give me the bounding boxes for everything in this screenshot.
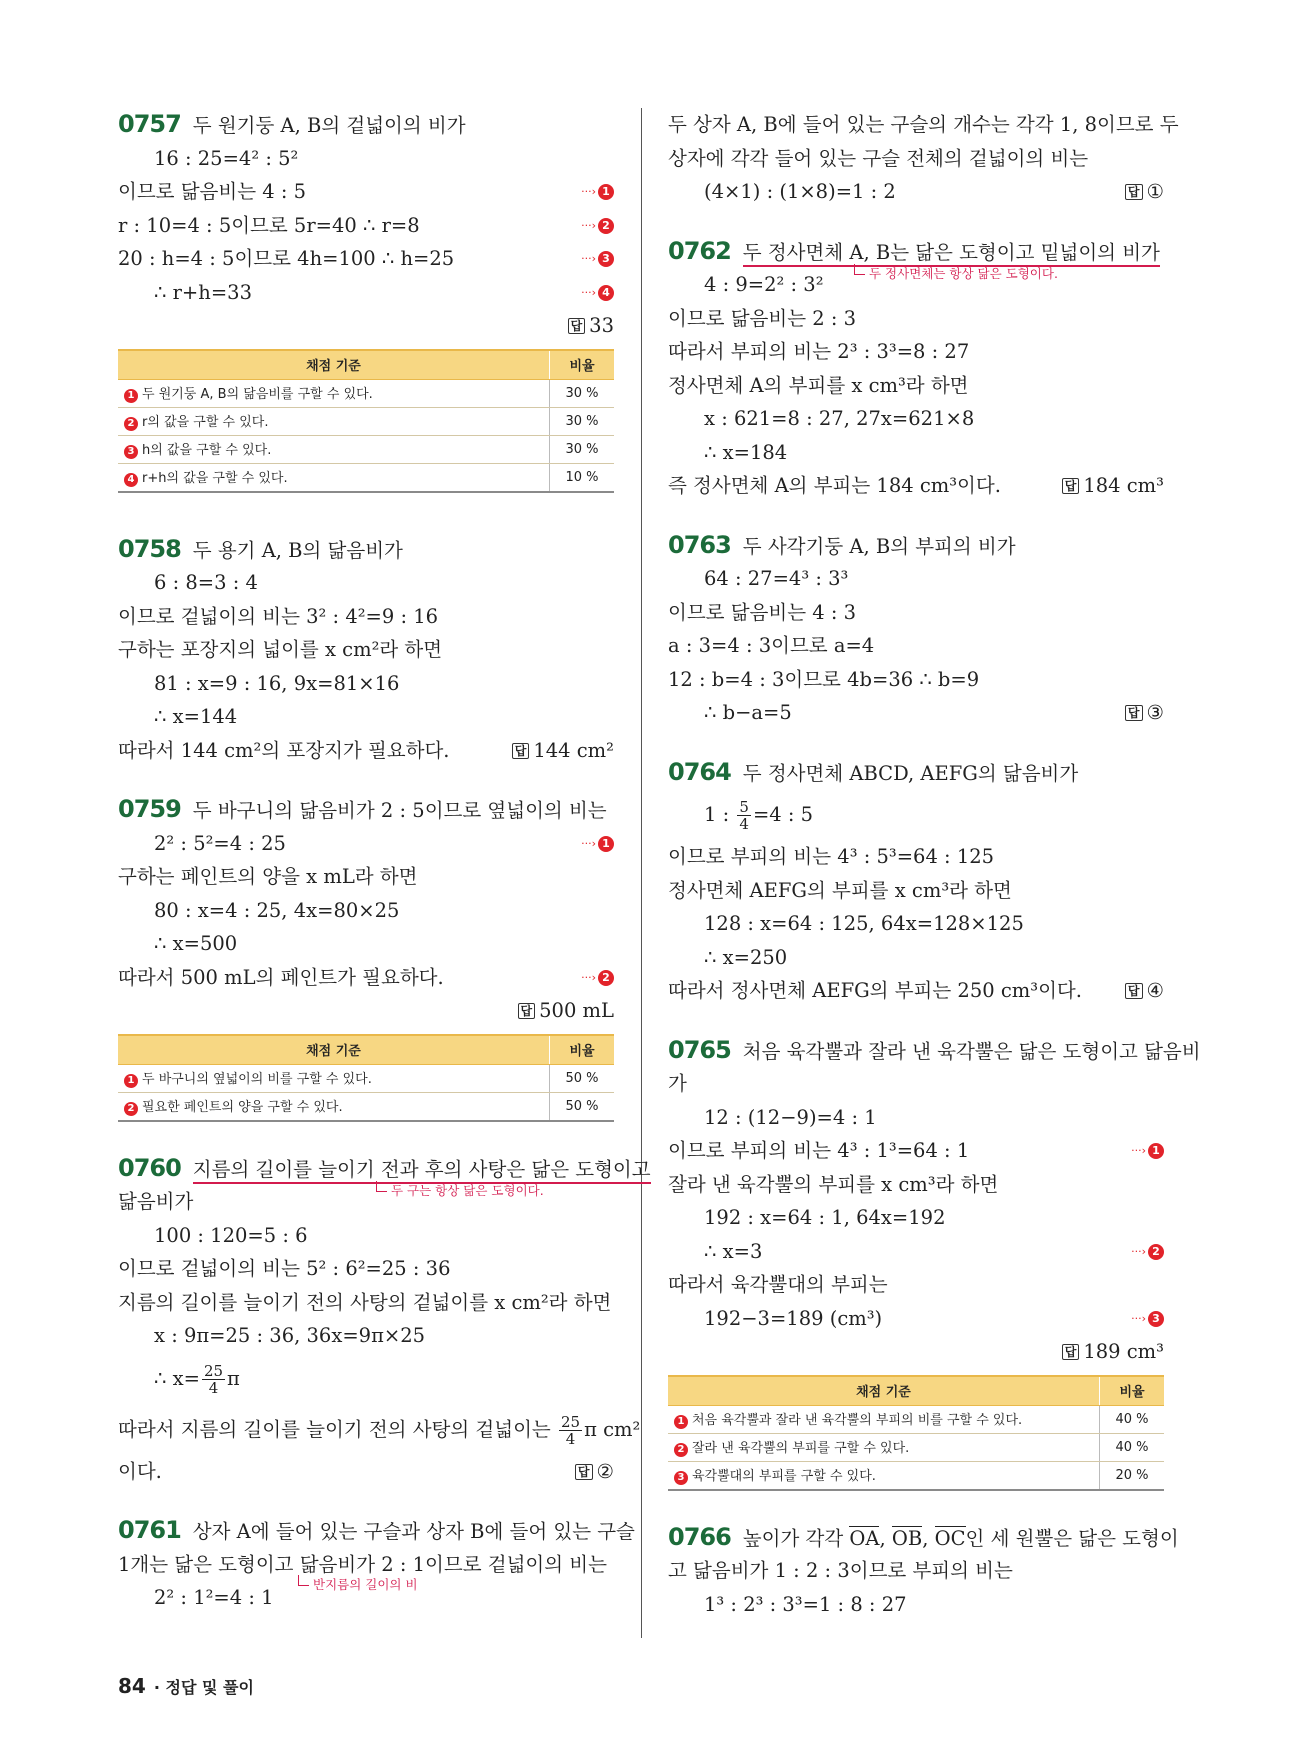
problem-0764: [668, 756, 1164, 1008]
equation: ∴ r+h=33: [154, 280, 252, 304]
problem-number: 0760: [118, 1153, 181, 1182]
step-marker: ···› 3: [1131, 1302, 1164, 1336]
equation: a : 3=4 : 3이므로 a=4: [668, 634, 875, 657]
text-line: 이다.: [118, 1459, 162, 1483]
problem-0763: [668, 529, 1164, 730]
problem-number: 0763: [668, 530, 731, 559]
problem-0761-continued: [668, 108, 1179, 209]
text-line: 따라서 육각뿔대의 부피는: [668, 1273, 888, 1296]
answer-icon: 답: [575, 1464, 593, 1480]
table-row: 2 잘라 낸 육각뿔의 부피를 구할 수 있다. 40 %: [668, 1433, 1164, 1461]
equation: 81 : x=9 : 16, 9x=81×16: [154, 671, 400, 695]
page-number: 84: [118, 1674, 146, 1698]
text-line: 닮음비가: [118, 1190, 194, 1213]
problem-0760: [118, 1152, 651, 1489]
left-column: [118, 108, 651, 1615]
equation: x : 621=8 : 27, 27x=621×8: [704, 407, 975, 430]
text-line: 이므로 겉넓이의 비는 5² : 6²=25 : 36: [118, 1257, 451, 1280]
step-marker: ···› 2: [1131, 1235, 1164, 1269]
problem-0762: [668, 235, 1164, 503]
answer-icon: 답: [1125, 705, 1143, 721]
answer-icon: 답: [1062, 1344, 1080, 1360]
equation: ∴ x=3: [704, 1239, 763, 1263]
equation: 192 : x=64 : 1, 64x=192: [704, 1206, 946, 1229]
problem-number: 0762: [668, 236, 731, 265]
page-footer: [118, 1674, 254, 1698]
answer: 답 ③: [1125, 696, 1164, 730]
step-marker: ···› 1: [581, 175, 614, 209]
fraction: $\frac{25}{4}$: [560, 1412, 581, 1448]
problem-text: 처음 육각뿔과 잘라 낸 육각뿔은 닮은 도형이고 닮음비: [742, 1039, 1201, 1063]
answer: 답 ①: [1125, 175, 1164, 209]
segment-ob: OB: [891, 1526, 923, 1550]
equation: ∴ x=250: [704, 945, 788, 969]
section-title: · 정답 및 풀이: [153, 1678, 254, 1697]
equation: 12 : b=4 : 3이므로 4b=36 ∴ b=9: [668, 667, 980, 691]
annotation-note: 두 정사면체는 항상 닮은 도형이다.: [854, 257, 1058, 291]
answer-icon: 답: [1125, 184, 1143, 200]
annotation-note: 반지름의 길이의 비: [298, 1568, 418, 1602]
table-row: 2 필요한 페인트의 양을 구할 수 있다. 50 %: [118, 1092, 614, 1121]
ratio-header: 비율: [1100, 1376, 1165, 1406]
problem-number: 0759: [118, 795, 181, 823]
fraction: $\frac{25}{4}$: [203, 1361, 224, 1397]
text-line: 이므로 닮음비는 2 : 3: [668, 306, 857, 330]
problem-text: 상자 A에 들어 있는 구슬과 상자 B에 들어 있는 구슬: [192, 1520, 635, 1543]
problem-text: 두 정사면체 A, B는 닮은 도형이고 밑넓이의 비가: [743, 241, 1160, 267]
ratio-header: 비율: [550, 1035, 615, 1065]
fraction-line: 1 : $\frac{5}{4}$ =4 : 5: [704, 798, 814, 833]
answer: 답 189 cm³: [1062, 1335, 1164, 1369]
answer: 답 ④: [1125, 974, 1164, 1008]
grading-header: 채점 기준: [118, 350, 550, 380]
text-line: 정사면체 AEFG의 부피를 x cm³라 하면: [668, 878, 1012, 902]
column-divider: [641, 108, 642, 1638]
equation: ∴ x=184: [704, 440, 788, 464]
problem-text: 두 정사면체 ABCD, AEFG의 닮음비가: [742, 761, 1079, 785]
step-marker: ···› 3: [581, 242, 614, 276]
equation: 20 : h=4 : 5이므로 4h=100 ∴ h=25: [118, 247, 455, 270]
problem-0757: [118, 108, 614, 493]
answer: 답 33: [568, 309, 614, 343]
text-line: 잘라 낸 육각뿔의 부피를 x cm³라 하면: [668, 1172, 999, 1196]
equation: 6 : 8=3 : 4: [154, 571, 258, 594]
problem-number: 0761: [118, 1516, 181, 1544]
table-row: 3 h의 값을 구할 수 있다. 30 %: [118, 435, 614, 463]
text-line: 두 상자 A, B에 들어 있는 구슬의 개수는 각각 1, 8이므로 두: [668, 113, 1179, 136]
grading-table: [118, 1034, 614, 1122]
step-marker: ···› 1: [581, 827, 614, 861]
table-row: 1 처음 육각뿔과 잘라 낸 육각뿔의 부피의 비를 구할 수 있다. 40 %: [668, 1405, 1164, 1433]
text-line: 따라서 부피의 비는 2³ : 3³=8 : 27: [668, 340, 970, 363]
problem-text: 두 사각기둥 A, B의 부피의 비가: [742, 534, 1016, 558]
problem-0759: [118, 793, 614, 1122]
grading-table: [118, 349, 614, 493]
fraction: $\frac{5}{4}$: [739, 798, 749, 833]
problem-text: 두 용기 A, B의 닮음비가: [192, 538, 403, 562]
equation: ∴ b−a=5: [704, 701, 792, 724]
table-row: 4 r+h의 값을 구할 수 있다. 10 %: [118, 463, 614, 492]
problem-number: 0765: [668, 1035, 731, 1064]
problem-0761: [118, 1514, 635, 1615]
equation: 128 : x=64 : 125, 64x=128×125: [704, 912, 1024, 935]
text-line: 1개는 닮은 도형이고 닮음비가 2 : 1이므로 겉넓이의 비는: [118, 1552, 607, 1576]
text-line: 이므로 부피의 비는 4³ : 5³=64 : 125: [668, 845, 995, 868]
segment-oc: OC: [934, 1526, 966, 1550]
text-line: 가: [668, 1072, 687, 1095]
equation: (4×1) : (1×8)=1 : 2: [704, 180, 896, 203]
text-line: 따라서 정사면체 AEFG의 부피는 250 cm³이다.: [668, 979, 1082, 1002]
answer-icon: 답: [1125, 983, 1143, 999]
problem-number: 0757: [118, 110, 181, 138]
equation: 100 : 120=5 : 6: [154, 1223, 308, 1247]
fraction-line: ∴ x= $\frac{25}{4}$ π: [154, 1361, 240, 1397]
text-line: 지름의 길이를 늘이기 전의 사탕의 겉넓이를 x cm²라 하면: [118, 1290, 612, 1314]
answer-icon: 답: [568, 318, 586, 334]
table-row: 1 두 바구니의 옆넓이의 비를 구할 수 있다. 50 %: [118, 1064, 614, 1092]
grading-header: 채점 기준: [118, 1035, 550, 1065]
text-line: 이므로 닮음비는 4 : 3: [668, 600, 857, 624]
text-line: 따라서 144 cm²의 포장지가 필요하다.: [118, 738, 450, 762]
text-line: 상자에 각각 들어 있는 구슬 전체의 겉넓이의 비는: [668, 146, 1089, 170]
annotation-note: 두 구는 항상 닮은 도형이다.: [376, 1174, 544, 1208]
equation: x : 9π=25 : 36, 36x=9π×25: [154, 1324, 426, 1347]
problem-number: 0764: [668, 757, 731, 786]
right-column: [668, 108, 1201, 1621]
answer-icon: 답: [518, 1003, 536, 1019]
problem-0766: 0766 높이가 각각 OA, OB, OC인 세 원뿔은 닮은 도형이 고 닮음비가 1 : 2 : 3이므로 부피의 비는 1³ : 2³ : 3³=1 : 8 : 27: [668, 1522, 1179, 1616]
text-line: 이므로 닮음비는 4 : 5: [118, 180, 307, 203]
step-marker: ···› 2: [581, 209, 614, 243]
text-line: 따라서 500 mL의 페인트가 필요하다.: [118, 965, 444, 989]
equation: 80 : x=4 : 25, 4x=80×25: [154, 898, 400, 922]
problem-number: 0766: [668, 1522, 731, 1551]
ratio-header: 비율: [550, 350, 615, 380]
problem-0758: [118, 533, 614, 768]
problem-0765: [668, 1034, 1201, 1491]
answer: 답 ②: [575, 1455, 614, 1489]
segment-oa: OA: [849, 1526, 880, 1550]
grading-table: [668, 1375, 1164, 1491]
equation: ∴ x=500: [154, 932, 238, 955]
table-row: 3 육각뿔대의 부피를 구할 수 있다. 20 %: [668, 1461, 1164, 1490]
text-line: 정사면체 A의 부피를 x cm³라 하면: [668, 373, 969, 397]
table-row: 1 두 원기둥 A, B의 닮음비를 구할 수 있다. 30 %: [118, 379, 614, 407]
equation: ∴ x=144: [154, 705, 238, 728]
problem-number: 0758: [118, 534, 181, 563]
answer: 답 144 cm²: [512, 734, 614, 768]
grading-header: 채점 기준: [668, 1376, 1100, 1406]
equation: 4 : 9=2² : 3²: [704, 273, 824, 296]
text-line: 구하는 페인트의 양을 x mL라 하면: [118, 865, 418, 888]
step-marker: ···› 4: [581, 276, 614, 310]
answer-icon: 답: [1062, 478, 1080, 494]
equation: 12 : (12−9)=4 : 1: [704, 1105, 877, 1129]
equation: 2² : 1²=4 : 1: [154, 1586, 274, 1609]
text-line: 이므로 부피의 비는 4³ : 1³=64 : 1: [668, 1139, 970, 1162]
text-line: 고 닮음비가 1 : 2 : 3이므로 부피의 비는: [668, 1559, 1013, 1582]
problem-text: 두 원기둥 A, B의 겉넓이의 비가: [192, 114, 466, 137]
text-line: 구하는 포장지의 넓이를 x cm²라 하면: [118, 638, 443, 661]
text-line: 이므로 겉넓이의 비는 3² : 4²=9 : 16: [118, 604, 439, 628]
equation: 64 : 27=4³ : 3³: [704, 567, 849, 590]
answer: 답 500 mL: [518, 994, 614, 1028]
fraction-line: 따라서 지름의 길이를 늘이기 전의 사탕의 겉넓이는 $\frac{25}{4}$ π cm²: [118, 1412, 641, 1448]
equation: 192−3=189 (cm³): [704, 1306, 883, 1330]
table-row: 2 r의 값을 구할 수 있다. 30 %: [118, 407, 614, 435]
equation: 2² : 5²=4 : 25: [154, 831, 286, 855]
problem-text: 지름의 길이를 늘이기 전과 후의 사탕은 닮은 도형이고: [193, 1158, 651, 1184]
answer-icon: 답: [512, 743, 530, 759]
equation: r : 10=4 : 5이므로 5r=40 ∴ r=8: [118, 213, 420, 237]
equation: 1³ : 2³ : 3³=1 : 8 : 27: [704, 1592, 907, 1616]
step-marker: ···› 2: [581, 961, 614, 995]
text-line: 즉 정사면체 A의 부피는 184 cm³이다.: [668, 474, 1001, 497]
equation: 16 : 25=4² : 5²: [154, 146, 299, 170]
step-marker: ···› 1: [1131, 1134, 1164, 1168]
problem-text: 두 바구니의 닮음비가 2 : 5이므로 옆넓이의 비는: [192, 799, 607, 822]
answer: 답 184 cm³: [1062, 469, 1164, 503]
